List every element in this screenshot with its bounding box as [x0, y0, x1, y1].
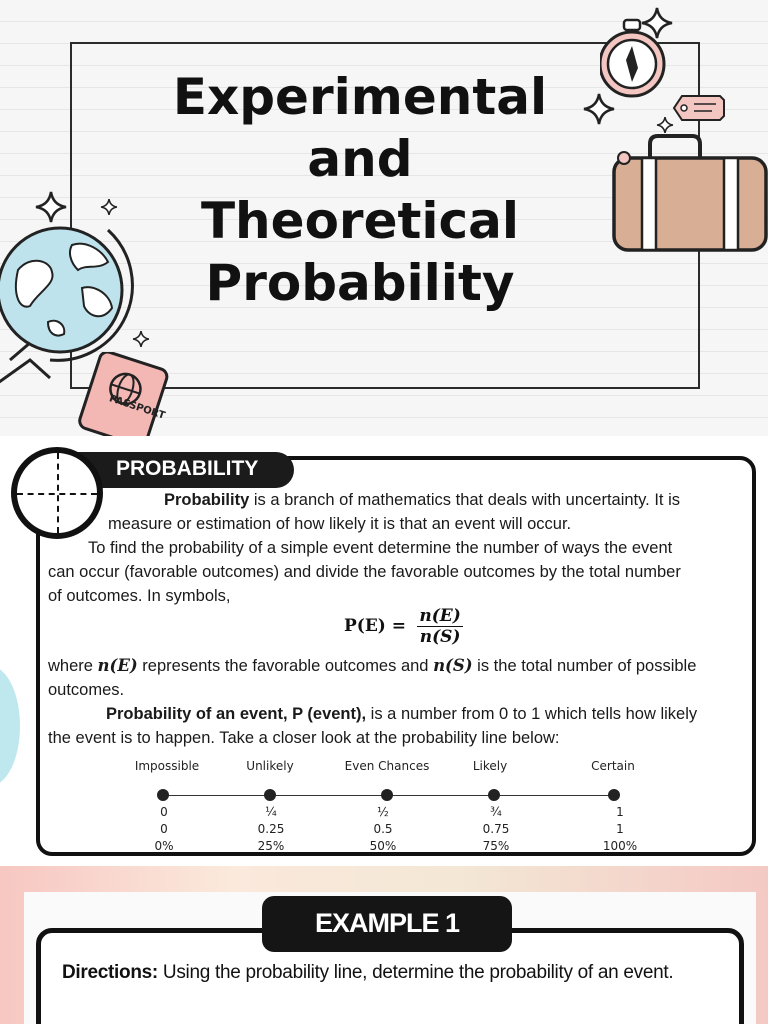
probability-percent: 0% [154, 839, 174, 853]
sparkle-icon [100, 198, 118, 216]
luggage-tag-icon [672, 90, 728, 124]
title-line-2: and [307, 130, 413, 188]
probability-label: Impossible [134, 759, 200, 773]
probability-label: Even Chances [344, 759, 430, 773]
title-line-3: Theoretical [200, 192, 520, 250]
sparkle-icon [640, 6, 674, 40]
passport-icon [78, 352, 178, 436]
probability-label: Unlikely [246, 759, 294, 773]
probability-point-certain [608, 789, 620, 801]
title-slide [0, 0, 768, 436]
probability-point-unlikely [264, 789, 276, 801]
find-line-3: of outcomes. In symbols, [48, 587, 231, 605]
probability-point-impossible [157, 789, 169, 801]
probability-percent: 100% [602, 839, 638, 853]
event-term: Probability of an event, P (event), [106, 705, 367, 723]
event-line-1 [106, 702, 697, 726]
probability-label: Certain [591, 759, 635, 773]
probability-percent: 25% [257, 839, 285, 853]
example-slide [0, 866, 768, 1024]
slide-title [110, 66, 610, 314]
section-heading: PROBABILITY [116, 457, 259, 480]
sparkle-icon [582, 92, 616, 126]
probability-fraction: ¾ [490, 805, 502, 819]
event-line-2: the event is to happen. Take a closer look at the probability line below: [48, 729, 560, 747]
probability-decimal: 0.5 [373, 822, 393, 836]
where-ns: n(S) [433, 656, 473, 675]
decorative-shape [0, 666, 20, 786]
probability-decimal: 0.75 [482, 822, 510, 836]
where-line-1 [48, 654, 696, 678]
example-title: EXAMPLE 1 [314, 908, 460, 938]
probability-label: Likely [472, 759, 508, 773]
formula-denominator: n(S) [419, 627, 461, 647]
find-line-1: To find the probability of a simple event determine the number of ways the event [88, 539, 673, 557]
directions-label: Directions: [62, 962, 158, 983]
probability-point-likely [488, 789, 500, 801]
formula-lhs: P(E) = [344, 616, 406, 636]
probability-fraction: ½ [377, 805, 389, 819]
crosshair-icon [11, 447, 103, 539]
event-rest: is a number from 0 to 1 which tells how likely [366, 705, 698, 723]
formula-numerator: n(E) [419, 606, 461, 626]
where-line-2: outcomes. [48, 681, 125, 699]
where-ne: n(E) [97, 656, 138, 675]
probability-formula [344, 606, 463, 647]
section-heading-tab [72, 452, 294, 488]
probability-percent: 75% [482, 839, 510, 853]
intro-term: Probability [164, 491, 250, 509]
suitcase-icon [608, 130, 768, 254]
directions-text: Using the probability line, determine the probability of an event. [157, 962, 674, 983]
sparkle-icon [132, 330, 150, 348]
example-directions [62, 962, 673, 984]
where-text-a: where [48, 657, 98, 675]
intro-line-1 [164, 488, 680, 512]
probability-fraction: 0 [160, 805, 168, 819]
probability-fraction: ¼ [265, 805, 277, 819]
sparkle-icon [34, 190, 68, 224]
title-line-1: Experimental [172, 68, 548, 126]
probability-decimal: 0 [160, 822, 168, 836]
intro-rest: is a branch of mathematics that deals with uncertainty. It is [249, 491, 680, 509]
probability-decimal: 1 [616, 822, 624, 836]
probability-point-even [381, 789, 393, 801]
passport-label: PASSPORT [107, 393, 167, 422]
probability-fraction: 1 [616, 805, 624, 819]
definition-slide [0, 436, 768, 866]
example-tab [262, 896, 512, 952]
formula-fraction [417, 606, 462, 647]
probability-percent: 50% [369, 839, 397, 853]
intro-line-2: measure or estimation of how likely it is that an event will occur. [108, 515, 572, 533]
title-line-4: Probability [205, 254, 515, 312]
where-text-e: is the total number of possible [472, 657, 697, 675]
probability-decimal: 0.25 [257, 822, 285, 836]
where-text-c: represents the favorable outcomes and [137, 657, 434, 675]
find-line-2: can occur (favorable outcomes) and divide the favorable outcomes by the total number [48, 563, 681, 581]
